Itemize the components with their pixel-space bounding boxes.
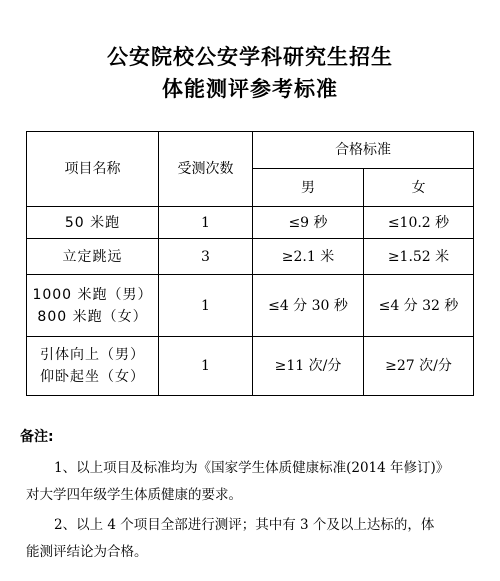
note-paragraph-1-line2: 对大学四年级学生体质健康的要求。 (26, 487, 242, 503)
table-row (27, 207, 474, 239)
row-count: 1 (159, 207, 253, 239)
row-item-name: 立定跳远 (27, 239, 159, 275)
table-row (27, 337, 474, 396)
note-text: 2、以上 4 个项目全部进行测评；其中有 3 个及以上达标的，体 (54, 517, 435, 533)
table-row (27, 275, 474, 337)
note-paragraph-1 (26, 455, 478, 509)
row-count: 1 (159, 275, 253, 337)
header-male: 男 (253, 169, 364, 207)
row-male-standard: ≤9 秒 (253, 207, 364, 239)
header-test-count: 受测次数 (159, 132, 253, 207)
notes-heading: 备注: (20, 429, 54, 445)
row-item-name (27, 275, 159, 337)
row-item-name: 50 米跑 (27, 207, 159, 239)
row-count: 3 (159, 239, 253, 275)
table-row (27, 239, 474, 275)
row-female-standard: ≥1.52 米 (364, 239, 474, 275)
header-female: 女 (364, 169, 474, 207)
row-item-name-line2: 仰卧起坐（女） (40, 369, 145, 385)
row-item-name-line2: 800 米跑（女） (37, 308, 148, 325)
row-male-standard: ≤4 分 30 秒 (253, 275, 364, 337)
row-female-standard: ≤4 分 32 秒 (364, 275, 474, 337)
row-female-standard: ≥27 次/分 (364, 337, 474, 396)
note-paragraph-1-line1 (26, 455, 478, 482)
row-male-standard: ≥2.1 米 (253, 239, 364, 275)
row-female-standard: ≤10.2 秒 (364, 207, 474, 239)
standards-table (26, 131, 474, 396)
note-paragraph-2-line2: 能测评结论为合格。 (26, 544, 148, 560)
note-paragraph-2-line1 (26, 512, 478, 539)
row-item-name-line1: 引体向上（男） (40, 347, 145, 363)
document-title-line1: 公安院校公安学科研究生招生 (107, 45, 393, 69)
row-item-name-line1: 1000 米跑（男） (32, 286, 153, 303)
row-item-name (27, 337, 159, 396)
note-text: 1、以上项目及标准均为《国家学生体质健康标准(2014 年修订)》 (54, 460, 450, 476)
row-male-standard: ≥11 次/分 (253, 337, 364, 396)
note-paragraph-2 (26, 512, 478, 566)
row-count: 1 (159, 337, 253, 396)
header-pass-standard: 合格标准 (253, 132, 474, 169)
document-title-line2: 体能测评参考标准 (162, 77, 338, 101)
header-item-name: 项目名称 (27, 132, 159, 207)
